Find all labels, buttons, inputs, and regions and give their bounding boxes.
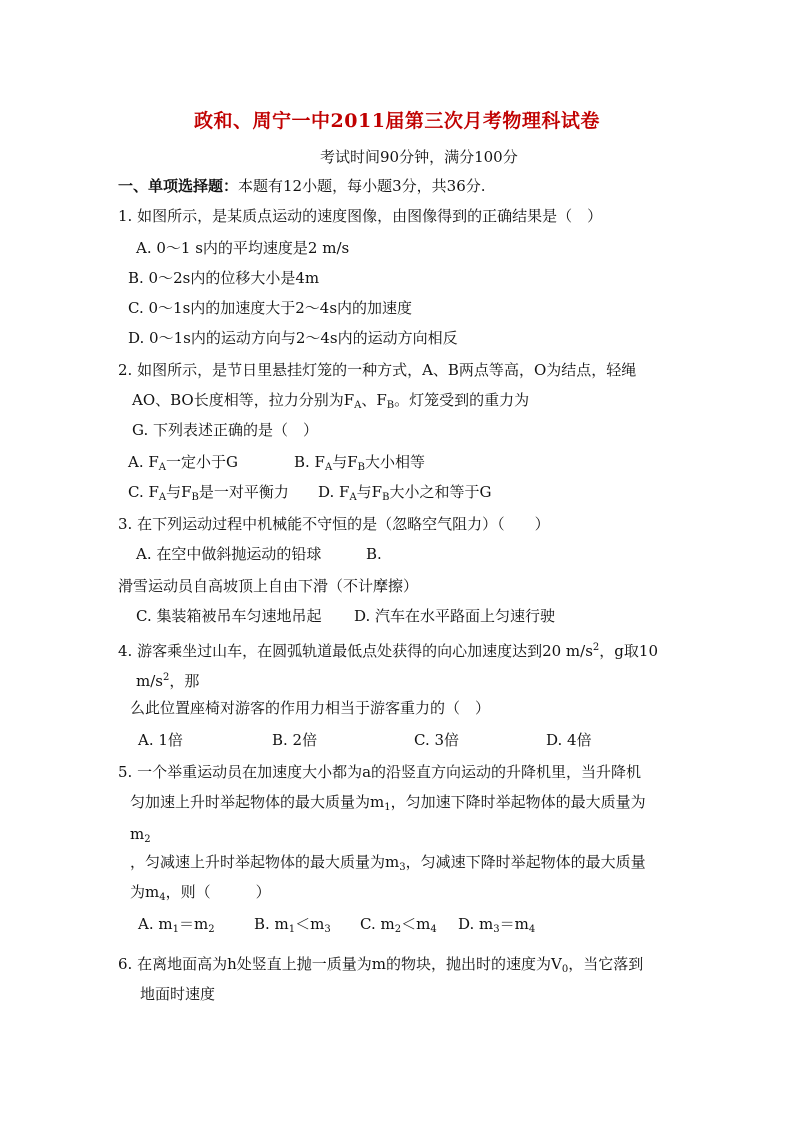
q1-stem: 1. 如图所示，是某质点运动的速度图像，由图像得到的正确结果是（ ） — [118, 207, 603, 225]
exam-subtitle: 考试时间90分钟，满分100分 — [320, 148, 518, 166]
q6-stem-line1: 6. 在离地面高为h处竖直上抛一质量为m的物块，抛出时的速度为$V_0$，当它落到 — [118, 955, 644, 975]
q4-stem-line3: 么此位置座椅对游客的作用力相当于游客重力的（ ） — [130, 699, 491, 717]
q1-option-a: A. 0～1 s内的平均速度是2 m/s — [136, 239, 350, 257]
q4-option-b: B. 2倍 — [272, 731, 318, 749]
q5-option-d: D. $m_3=m_4$ — [458, 915, 536, 935]
q5-stem-line5: 为$m_4$，则（ ） — [130, 883, 271, 903]
q5-stem-line1: 5. 一个举重运动员在加速度大小都为a的沿竖直方向运动的升降机里，当升降机 — [118, 763, 642, 781]
q2-option-d: D. $F_A$与$F_B$大小之和等于G — [318, 483, 492, 503]
q4-option-d: D. 4倍 — [546, 731, 592, 749]
q5-option-a: A. $m_1=m_2$ — [138, 915, 215, 935]
q3-stem: 3. 在下列运动过程中机械能不守恒的是（忽略空气阻力）（ ） — [118, 515, 550, 533]
section-header — [118, 176, 486, 196]
q4-stem-line1: 4. 游客乘坐过山车，在圆弧轨道最低点处获得的向心加速度达到20 $m/s^2$，g取10 — [118, 642, 658, 660]
q3-option-c: C. 集装箱被吊车匀速地吊起 — [136, 607, 322, 625]
section-heading: 一、单项选择题： — [118, 177, 239, 195]
q6-stem-line2: 地面时速度 — [140, 985, 216, 1003]
q1-option-d: D. 0～1s内的运动方向与2～4s内的运动方向相反 — [128, 329, 458, 347]
q1-option-c: C. 0～1s内的加速度大于2～4s内的加速度 — [128, 299, 413, 317]
q5-stem-line4: ，匀减速上升时举起物体的最大质量为$m_3$，匀减速下降时举起物体的最大质量 — [130, 853, 646, 873]
q3-option-a: A. 在空中做斜抛运动的铅球 — [136, 545, 322, 563]
q5-stem-line2: 匀加速上升时举起物体的最大质量为$m_1$，匀加速下降时举起物体的最大质量为 — [130, 793, 646, 813]
q2-stem-line3: G. 下列表述正确的是（ ） — [132, 421, 318, 439]
q5-stem-line3: $m_2$ — [130, 825, 151, 845]
q3-option-d: D. 汽车在水平路面上匀速行驶 — [354, 607, 556, 625]
q2-stem-line1: 2. 如图所示，是节日里悬挂灯笼的一种方式，A、B两点等高，O为结点，轻绳 — [118, 361, 637, 379]
q4-stem-line2: $m/s^2$，那 — [136, 672, 200, 690]
q2-option-a: A. $F_A$一定小于G — [128, 453, 238, 473]
exam-title: 政和、周宁一中2011届第三次月考物理科试卷 — [194, 110, 600, 132]
section-desc: 本题有12小题，每小题3分，共36分. — [238, 177, 486, 195]
q3-option-b-text: 滑雪运动员自高坡顶上自由下滑（不计摩擦） — [118, 577, 419, 595]
q4-option-a: A. 1倍 — [138, 731, 183, 749]
q2-option-c: C. $F_A$与$F_B$是一对平衡力 — [128, 483, 289, 503]
q2-stem-line2: AO、BO长度相等，拉力分别为$F_A$、$F_B$。灯笼受到的重力为 — [132, 391, 530, 411]
q3-option-b-label: B. — [366, 545, 382, 563]
q2-option-b: B. $F_A$与$F_B$大小相等 — [294, 453, 425, 473]
q5-option-c: C. $m_2<m_4$ — [360, 915, 437, 935]
q4-option-c: C. 3倍 — [414, 731, 460, 749]
q5-option-b: B. $m_1<m_3$ — [254, 915, 331, 935]
q1-option-b: B. 0～2s内的位移大小是4m — [128, 269, 320, 287]
